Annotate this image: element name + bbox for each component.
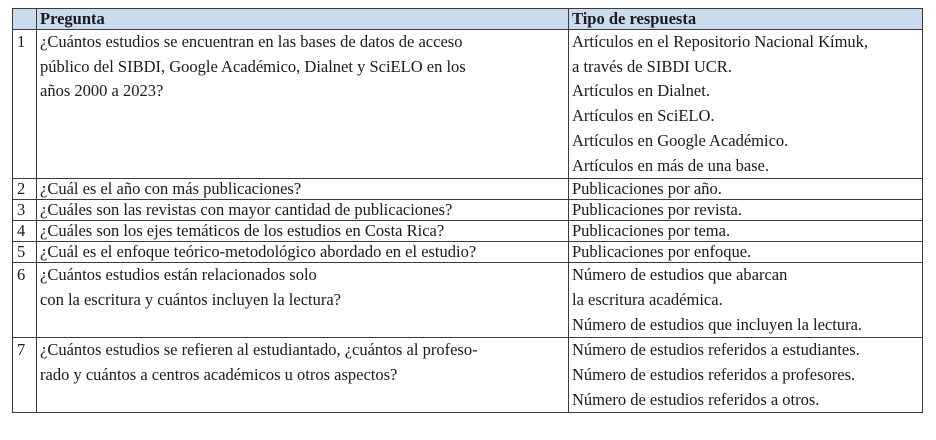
answer-line: la escritura académica. — [572, 289, 723, 309]
table-row — [13, 221, 923, 242]
table-row — [13, 242, 923, 263]
answer-line: Publicaciones por año. — [572, 179, 722, 199]
question-line: ¿Cuántos estudios se refieren al estudiantado, ¿cuántos al profeso- — [40, 340, 478, 360]
table-row — [13, 263, 923, 338]
question-cell — [37, 221, 569, 242]
questions-table — [12, 8, 923, 413]
question-line: rado y cuántos a centros académicos u otros aspectos? — [40, 365, 398, 385]
answer-line: Número de estudios referidos a otros. — [572, 389, 820, 409]
question-line: años 2000 a 2023? — [40, 81, 164, 101]
answer-cell — [569, 263, 923, 338]
table-row — [13, 30, 923, 179]
question-line: ¿Cuáles son los ejes temáticos de los estudios en Costa Rica? — [40, 221, 445, 241]
row-number: 2 — [13, 179, 37, 200]
header-number — [13, 9, 37, 30]
question-cell — [37, 30, 569, 179]
answer-line: Publicaciones por revista. — [572, 200, 742, 220]
answer-line: Artículos en Google Académico. — [572, 130, 789, 150]
table-row — [13, 338, 923, 413]
answer-line: Artículos en SciELO. — [572, 106, 715, 126]
question-line: ¿Cuáles son las revistas con mayor cantidad de publicaciones? — [40, 200, 453, 220]
answer-line: Número de estudios que incluyen la lectura. — [572, 314, 863, 334]
row-number: 4 — [13, 221, 37, 242]
question-line: ¿Cuál es el enfoque teórico-metodológico abordado en el estudio? — [40, 242, 477, 262]
row-number: 5 — [13, 242, 37, 263]
answer-cell — [569, 179, 923, 200]
answer-line: Número de estudios referidos a profesores. — [572, 365, 856, 385]
answer-line: Publicaciones por tema. — [572, 221, 731, 241]
answer-line: Número de estudios referidos a estudiantes. — [572, 340, 860, 360]
question-line: con la escritura y cuántos incluyen la lectura? — [40, 289, 341, 309]
answer-cell — [569, 338, 923, 413]
answer-cell — [569, 30, 923, 179]
question-cell — [37, 242, 569, 263]
header-pregunta: Pregunta — [37, 9, 569, 30]
row-number: 1 — [13, 30, 37, 179]
answer-cell — [569, 242, 923, 263]
row-number: 6 — [13, 263, 37, 338]
question-line: ¿Cuántos estudios están relacionados solo — [40, 265, 317, 285]
question-cell — [37, 179, 569, 200]
answer-line: Publicaciones por enfoque. — [572, 242, 752, 262]
answer-cell — [569, 200, 923, 221]
question-cell — [37, 338, 569, 413]
question-cell — [37, 200, 569, 221]
question-line: público del SIBDI, Google Académico, Dialnet y SciELO en los — [40, 56, 466, 76]
table-header-row — [13, 9, 923, 30]
answer-line: a través de SIBDI UCR. — [572, 56, 732, 76]
answer-line: Artículos en más de una base. — [572, 155, 770, 175]
header-tipo-respuesta: Tipo de respuesta — [569, 9, 923, 30]
answer-line: Número de estudios que abarcan — [572, 265, 788, 285]
row-number: 3 — [13, 200, 37, 221]
answer-line: Artículos en el Repositorio Nacional Kímuk, — [572, 32, 869, 51]
answer-cell — [569, 221, 923, 242]
question-line: ¿Cuántos estudios se encuentran en las bases de datos de acceso — [40, 32, 463, 51]
row-number: 7 — [13, 338, 37, 413]
table-row — [13, 179, 923, 200]
answer-line: Artículos en Dialnet. — [572, 81, 710, 101]
question-cell — [37, 263, 569, 338]
question-line: ¿Cuál es el año con más publicaciones? — [40, 179, 302, 199]
table-row — [13, 200, 923, 221]
